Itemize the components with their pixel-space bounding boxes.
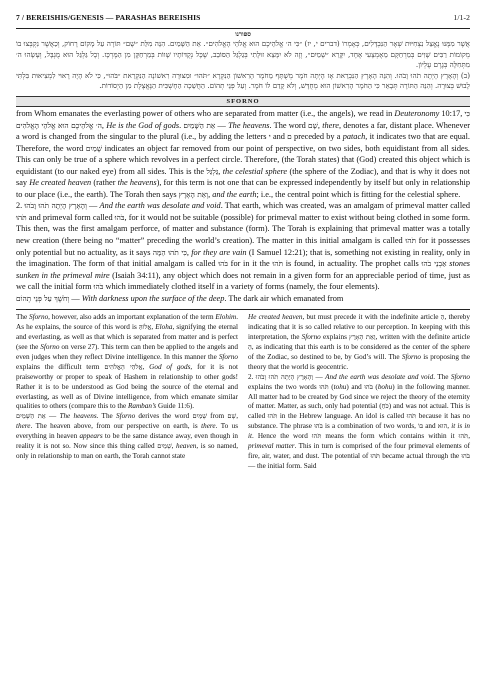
text-run: (the sphere of the Zodiac), and that is why it does not say — [16, 166, 470, 188]
text-run: . To us everything in heaven — [16, 422, 238, 441]
hebrew-phrase: תֹּהוּ — [405, 235, 416, 245]
text-paragraph — [16, 200, 470, 292]
hebrew-commentary-label: ספורנו — [235, 31, 251, 38]
text-run: in the Hebrew language. An idol is called — [277, 412, 407, 421]
text-run: (rather — [91, 178, 118, 188]
italic-text: appears — [79, 432, 103, 441]
italic-text: Sforno — [401, 352, 422, 361]
text-run: is found, in actuality. The prophet calls — [283, 259, 422, 269]
text-run: , — [151, 323, 156, 332]
italic-text: tohu — [333, 382, 347, 391]
sforno-translation — [16, 108, 470, 304]
text-run: , — [447, 422, 452, 431]
hebrew-phrase: וְהָאָרֶץ הָיְתָה תֹהוּ וָבֹהוּ — [24, 201, 87, 211]
text-run: — — [86, 201, 100, 211]
text-run: , — [236, 412, 238, 421]
text-run: for in it the — [227, 259, 273, 269]
italic-text: it is in it — [248, 422, 470, 441]
hebrew-phrase: בֹּהוּ — [461, 451, 470, 460]
italic-text: And the earth was desolate and void — [99, 201, 221, 211]
italic-text: there — [322, 120, 339, 130]
hebrew-phrase: בֹּהוּ — [314, 422, 323, 431]
text-run: indicates an object far removed from our point of perspective, on two sides, both equidistant from all sides. This can only be true of a sphere which revolves in a perfect circle. Therefore, (the Torah states) that (God) created this object which is equidistant (to our naked eye) from all sides. This is the — [16, 143, 470, 176]
text-run: . — [179, 120, 184, 130]
text-run: , it indicates two that are equal. Therefore, the word — [16, 132, 470, 153]
text-run: . The dark air which emanated from — [224, 293, 344, 303]
text-run: (I Samuel 12:21); that is, something not existing in reality, only in the imagination. The form of that initial amalgam is called — [16, 247, 471, 269]
hebrew-phrase: הוּא — [437, 422, 448, 431]
italic-text: Ramban’s — [127, 402, 157, 411]
italic-text: stones sunken in the primeval mire — [16, 259, 470, 280]
hebrew-phrase: בֹּהוּ — [114, 212, 125, 222]
text-run: explains the difficult term — [16, 362, 105, 371]
italic-text: patach — [342, 132, 366, 142]
text-run: is a combination of two words, — [322, 422, 419, 431]
hebrew-phrase: בּוֹ — [418, 422, 424, 431]
italic-text: Sforno — [301, 333, 321, 342]
italic-text: primeval matter — [248, 442, 295, 451]
text-run: 2. — [16, 201, 25, 211]
hebrew-phrase: שָׁם — [308, 120, 318, 130]
text-run: from — [206, 412, 228, 421]
text-run: ) in the following manner. All matter had to be created by God since we reject the theory of the eternity of matter. Matter, as such, only had potential ( — [248, 382, 470, 411]
header-verse-ref: 1/1-2 — [453, 12, 470, 22]
text-run: on verse 27). This term can then be applied to the angels and even judges when they reflect Divine intelligence. In this manner the — [16, 342, 238, 361]
notes-column-left — [16, 313, 238, 472]
hebrew-phrase: בֹּהוּ — [93, 282, 104, 292]
text-run: ( — [328, 382, 334, 391]
hebrew-phrase: אֱלוֹהַּ — [138, 323, 152, 332]
hebrew-phrase: אֵת הַשָּׁמַיִם — [16, 412, 46, 421]
italic-text: He created heaven — [29, 178, 92, 188]
text-paragraph — [16, 108, 470, 200]
text-run: , however, also adds an important explanation of the term — [48, 313, 216, 322]
italic-text: the heavens — [117, 178, 157, 188]
hebrew-phrase: וְהָאָרֶץ הָיְתָה תֹהוּ וָבֹהוּ — [255, 372, 314, 381]
text-run: . Hence the word — [252, 432, 312, 441]
text-run: , — [171, 442, 177, 451]
hebrew-paragraph: (ב) וְהָאָרֶץ הָיְתָה תֹהוּ וָבֹהוּ. וְהִנֵּה הָאָרֶץ הַנִּבְרֵאת אָז הָיְתָה חֹמֶר מְשֻׁתָּף מֵחֹמֶר הָרִאשׁוֹן הַנִּקְרָא ״תֹּהוּ״ וּמִצּוּרָה רִאשׁוֹנָה הַנִּקְרֵאת ״בֹּהוּ״, כִּי לֹא הָיָה רָאוּי לִמְצִיאוּת בִּלְתִּי לָבוּשׁ בְּצוּרָה. וְהִנֵּה הַתּוֹרָה תְּבָאֵר כִּי הַחֹמֶר הָרִאשׁוֹן הוּא מְחֻדָּשׁ, וְלֹא קָדַם לוֹ חֹמֶר. וְעַל פְּנֵי תְהוֹם. הַחֲשֵׁכָה הַחָשְׁכִּית הַנֶּאֱצֶלֶת מִן הַיְסוֹדוֹת. — [16, 70, 470, 91]
text-run: , — [468, 432, 470, 441]
hebrew-phrase: ם — [287, 132, 292, 142]
italic-text: Sforno — [29, 313, 49, 322]
italic-text: The heavens — [228, 120, 270, 130]
text-run: ), for this term is not one that can be expressed independently by itself but only in relationship to our place (i.e., the earth). The Torah then says — [16, 178, 471, 199]
hebrew-phrase: י — [268, 132, 271, 142]
text-run: — the initial form. Said — [248, 461, 317, 470]
text-paragraph — [16, 293, 470, 305]
text-paragraph — [16, 313, 238, 412]
text-run: — — [313, 372, 326, 381]
text-run: , — [142, 362, 150, 371]
header-rule — [16, 28, 470, 29]
text-run: ) and was not actual. This is called — [248, 402, 470, 421]
italic-text: heaven — [176, 442, 197, 451]
text-run: . The — [433, 372, 451, 381]
italic-text: And the earth was desolate and void — [325, 372, 434, 381]
text-run: , — [186, 247, 192, 257]
footnotes — [16, 313, 470, 472]
text-run: . As he explains, the source of this word is — [16, 313, 238, 332]
hebrew-commentary — [16, 39, 470, 92]
text-run: became actual through the — [379, 451, 462, 460]
italic-text: The heavens — [59, 412, 97, 421]
text-run: means the form which contains within it — [321, 432, 459, 441]
italic-text: Elohim — [215, 313, 237, 322]
text-run: 10:17, — [439, 108, 465, 118]
italic-text: He is the God of gods — [106, 120, 180, 130]
hebrew-phrase: הַ — [248, 342, 252, 351]
text-run: explains the two words — [248, 382, 320, 391]
hebrew-phrase: גַּלְגַּל — [206, 166, 219, 176]
text-run: and primeval form called — [26, 212, 115, 222]
text-run: Guide 11:6). — [156, 402, 195, 411]
hebrew-phrase: כִּי תֹהוּ הֵמָּה — [152, 247, 187, 257]
hebrew-phrase: תֹּהוּ — [267, 412, 278, 421]
text-run: from Whom emanates the everlasting power of others who are separated from matter (i.e., the angels), we read in — [16, 108, 395, 118]
text-run: . That earth, which was created, was an amalgam of primeval matter called — [220, 201, 470, 211]
hebrew-phrase: אֱלֹהֵי הָאֱלֹהִים — [104, 362, 143, 371]
hebrew-phrase: שָׁם — [227, 412, 237, 421]
sforno-label: SFORNO — [16, 96, 470, 107]
italic-text: Sforno — [40, 342, 60, 351]
notes-column-right — [248, 313, 470, 472]
hebrew-phrase: שָׁמַיִם — [157, 442, 172, 451]
text-run: , signifying the eternal and everlasting, as well as that which is separated from matter and is perfect (see the — [16, 323, 238, 351]
text-run: , is so named, only in relationship to man on earth, the Torah cannot state — [16, 442, 239, 460]
text-run: The — [16, 313, 29, 322]
text-run: , written with the definite article — [375, 333, 470, 342]
text-run: ; i.e., the central point which is fitting for the celestial sphere. — [256, 189, 461, 199]
text-run: and — [423, 422, 438, 431]
text-run: because it has no substance. The phrase — [248, 412, 470, 431]
text-run: for it possesses only potential but no actuality, as it says — [16, 235, 470, 257]
text-run: explains — [320, 333, 350, 342]
hebrew-phrase: תֹּהוּ — [16, 212, 27, 222]
text-run: , — [208, 189, 213, 199]
text-run: . This in turn is comprised of the four primeval elements of fire, air, water, and dust. The potential of — [248, 442, 470, 460]
text-run: , — [218, 166, 223, 176]
hebrew-phrase: תֹּהוּ — [311, 432, 322, 441]
hebrew-phrase: בֹּהוּ — [364, 382, 373, 391]
hebrew-phrase: תֹּהוּ — [406, 412, 417, 421]
italic-text: Eloha — [155, 323, 173, 332]
text-run: — — [45, 412, 60, 421]
italic-text: He created heaven — [248, 313, 303, 322]
text-run: , denotes a far, distant place. Whenever a word is changed from the singular to the plural (i.e., by adding the letters — [16, 120, 471, 142]
notes-divider — [16, 309, 470, 310]
hebrew-phrase: כִּי ה׳ אֱלֹהֵיכֶם הוּא אֱלֹהֵי הָאֱלֹהִים — [16, 108, 471, 130]
hebrew-phrase: שָׁמַיִם — [192, 412, 207, 421]
text-paragraph — [248, 373, 470, 472]
text-run: is proposing the theory that the world is geocentric. — [248, 352, 471, 371]
hebrew-phrase: תֹּהוּ — [272, 259, 284, 269]
text-run: , as indicating that this earth is to be considered as the center of the sphere of the Zodiac, so destined to be, by God’s will. The — [248, 342, 470, 361]
italic-text: Deuteronomy — [394, 108, 440, 118]
text-run: . The word — [269, 120, 309, 130]
text-run: — — [69, 293, 82, 303]
text-run: (Isaiah 34:11), any object which does not remain in a given form for an appreciable period of time, just as we call the initial form — [16, 270, 470, 292]
text-run: , — [317, 120, 323, 130]
text-run: — — [215, 120, 229, 130]
text-run: ) and — [346, 382, 365, 391]
hebrew-phrase: תֹּהוּ — [458, 432, 469, 441]
text-run: derives the word — [135, 412, 193, 421]
hebrew-phrase: תֹּהוּ — [370, 451, 380, 460]
hebrew-phrase: כֹּחַ — [381, 402, 389, 411]
italic-text: bohu — [377, 382, 393, 391]
text-run: , for it is not praiseworthy or proper to speak of Hashem in relationship to other gods! Rather it is to be understood as God being the source of the eternal and everlasting, as well as of Divine intelligence, from which emanate similar qualities to others (compare this to the — [16, 362, 238, 411]
text-run: and — [270, 132, 288, 142]
text-run: . The heaven above, from our perspective on earth, is — [30, 422, 202, 431]
hebrew-phrase: שָׁמַיִם — [85, 143, 103, 153]
text-run: ( — [372, 382, 378, 391]
italic-text: With darkness upon the surface of the deep — [81, 293, 225, 303]
header-title: 7 / BEREISHIS/GENESIS — PARASHAS BEREISHIS — [16, 12, 201, 22]
hebrew-phrase: הַ — [440, 313, 445, 322]
hebrew-phrase: וְאֵת הָאָרֶץ — [178, 189, 209, 199]
italic-text: for they are vain — [191, 247, 247, 257]
hebrew-phrase: אַבְנֵי בֹהוּ — [421, 259, 447, 269]
text-run: which immediately clothed itself in a variety of forms (namely, the four elements). — [103, 282, 380, 292]
hebrew-phrase: אֵת הַשָּׁמַיִם — [183, 120, 216, 130]
hebrew-phrase: בֹּהוּ — [218, 259, 228, 269]
text-run: 2. — [248, 372, 256, 381]
italic-text: there — [201, 422, 216, 431]
hebrew-phrase: וְחֹשֶׁךְ עַל פְּנֵי תְהוֹם — [16, 293, 70, 303]
text-run: , thereby indicating that it is so called relative to our perception. In keeping with this interpretation, the — [248, 313, 470, 342]
italic-text: God of gods — [149, 362, 191, 371]
running-header — [16, 0, 470, 28]
text-run: , for it would not be suitable (possible) for primeval matter to exist without being clothed in some form. This then, was the first amalgam perforce, of matter and substance (form). The Torah is explaining that primeval matter was a totally new creation (there being no “matter” preceding the world’s creation). The matter in this initial amalgam is called — [16, 212, 470, 245]
italic-text: Sforno — [116, 412, 136, 421]
italic-text: the celestial sphere — [222, 166, 288, 176]
italic-text: and the earth — [212, 189, 257, 199]
hebrew-paragraph: אֲשֶׁר מִמֶּנּוּ נֶאֱצַל נִצְחִיּוּת שְׁאָר הַנִּבְדָּלִים, כְּאָמְרוֹ (דברים י, יז) ״כִּי ה׳ אֱלֹהֵיכֶם הוּא אֱלֹהֵי הָאֱלֹהִים״. אֵת הַשָּׁמַיִם. הִנֵּה מִלַּת ״שָׁם״ תּוֹרָה עַל מָקוֹם רָחוֹק, וְכַאֲשֶׁר נִקְבְּצוּ בוֹ מְקוֹמוֹת רַבִּים שָׁוִים בְּמַרְחַקָּם מֵאֶמְצָעִי אֶחָד, יִקָּרֵא ״שָׁמַיִם״, וְזֶה לֹא יִמָּצֵא זוּלָתִי בְּגַלְגַּל הַסּוֹבֵב, שֶׁכָּל נְקֻדּוֹתָיו שָׁווֹת בְּמַרְחַקָּן מִן הַמֶּרְכָּז. וְכָל גַּלְגַּל הוּא מֻגְבָּל, וְעָשָׂהוּ ה׳ מִתְּחִלָּה בְּגֶרֶם עֶלְיוֹן. — [16, 39, 470, 70]
hebrew-phrase: תֹּהוּ — [319, 382, 329, 391]
text-run: preceded by a — [291, 132, 343, 142]
text-run: to be the same distance away, even though in reality it is not so. Now since this thing called — [16, 432, 239, 451]
italic-text: Sforno — [450, 372, 471, 381]
hebrew-phrase: וְאֵת הָאָרֶץ — [349, 333, 376, 342]
text-paragraph — [16, 412, 238, 462]
text-paragraph — [248, 313, 470, 372]
text-run: , but must precede it with the indefinite article — [302, 313, 441, 322]
italic-text: Sforno — [218, 352, 238, 361]
text-run: . The — [96, 412, 116, 421]
italic-text: there — [16, 422, 31, 431]
text-run: , — [101, 120, 107, 130]
